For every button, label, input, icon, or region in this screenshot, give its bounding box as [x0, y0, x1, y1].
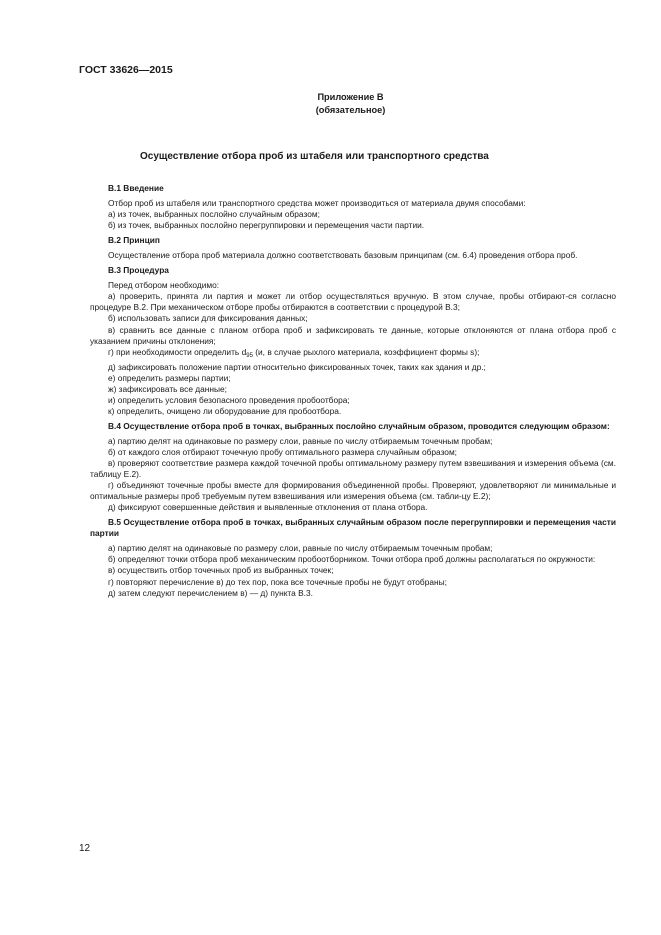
section-heading-b2: В.2 Принцип: [108, 235, 160, 246]
list-item: в) осуществить отбор точечных проб из выбранных точек;: [108, 565, 334, 576]
subscript: 95: [246, 352, 253, 359]
annex-label: Приложение В: [317, 92, 384, 102]
list-item: ж) зафиксировать все данные;: [108, 383, 227, 394]
document-body: [90, 183, 616, 599]
list-item: [90, 347, 616, 362]
paragraph: Перед отбором необходимо:: [108, 280, 220, 291]
list-item: к) определить, очищено ли оборудование для пробоотбора.: [108, 405, 342, 416]
list-item-text: г) при необходимости определить d: [108, 346, 247, 357]
section-heading-b4: В.4 Осуществление отбора проб в точках, выбранных послойно случайным образом, проводится следующим образом:: [108, 420, 610, 431]
list-item: д) зафиксировать положение партии относительно фиксированных точек, таких как здания и др.;: [108, 361, 486, 372]
list-item: а) партию делят на одинаковые по размеру слои, равные по числу отбираемым точечным пробам;: [108, 435, 493, 446]
paragraph: Отбор проб из штабеля или транспортного средства может производиться от материала двумя способами:: [108, 198, 526, 209]
list-item: а) партию делят на одинаковые по размеру слои, равные по числу отбираемым точечным пробам;: [108, 543, 493, 554]
page-number: 12: [79, 843, 91, 854]
list-item: г) повторяют перечисление в) до тех пор, пока все точечные пробы не будут отобраны;: [108, 576, 447, 587]
list-item: г) объединяют точечные пробы вместе для формирования объединенной пробы. Проверяют, удовлетворяют ли минимальные и оптимальные размеры проб требуемым путем взвешивания или измерения объема (см. табли-цу Е.2);: [90, 480, 616, 502]
list-item: б) от каждого слоя отбирают точечную пробу оптимального размера случайным образом;: [108, 446, 458, 457]
section-heading-b1: В.1 Введение: [108, 183, 164, 193]
list-item: д) фиксируют совершенные действия и выявленные отклонения от плана отбора.: [108, 502, 428, 513]
paragraph: Осуществление отбора проб материала должно соответствовать базовым принципам (см. 6.4) проведения отбора проб.: [108, 250, 578, 261]
list-item: б) определяют точки отбора проб механическим пробоотборником. Точки отбора проб должны располагаться по окружности:: [108, 554, 596, 565]
annex-status: (обязательное): [315, 105, 386, 115]
list-item: в) сравнить все данные с планом отбора проб и зафиксировать те данные, которые отклоняются от плана отбора проб с указанием причины отклонения;: [90, 324, 616, 346]
list-item: б) из точек, выбранных послойно перегруппировки и перемещения части партии.: [108, 220, 425, 231]
list-item-text: (и, в случае рыхлого материала, коэффициент формы s);: [252, 346, 480, 357]
list-item: а) из точек, выбранных послойно случайным образом;: [108, 209, 320, 220]
annex-title: Осуществление отбора проб из штабеля или транспортного средства: [140, 151, 489, 162]
list-item: е) определить размеры партии;: [108, 372, 231, 383]
section-heading-b5: В.5 Осуществление отбора проб в точках, выбранных случайным образом после перегруппировки и перемещения части партии: [90, 517, 616, 539]
document-id: ГОСТ 33626—2015: [79, 64, 173, 76]
list-item: д) затем следуют перечислением в) — д) пункта В.3.: [108, 587, 313, 598]
list-item: в) проверяют соответствие размера каждой точечной пробы оптимальному размеру путем взвешивания и измерения объема (см. таблицу Е.2).: [90, 458, 616, 480]
list-item: б) использовать записи для фиксирования данных;: [108, 313, 308, 324]
list-item: и) определить условия безопасного проведения пробоотбора;: [108, 394, 350, 405]
list-item: а) проверить, принята ли партия и может ли отбор осуществляться вручную. В этом случае, пробы отбирают-ся согласно процедуре В.2. При механическом отборе пробы отбираются в соответствии с процедурой В.3;: [90, 291, 616, 313]
section-heading-b3: В.3 Процедура: [108, 265, 169, 276]
